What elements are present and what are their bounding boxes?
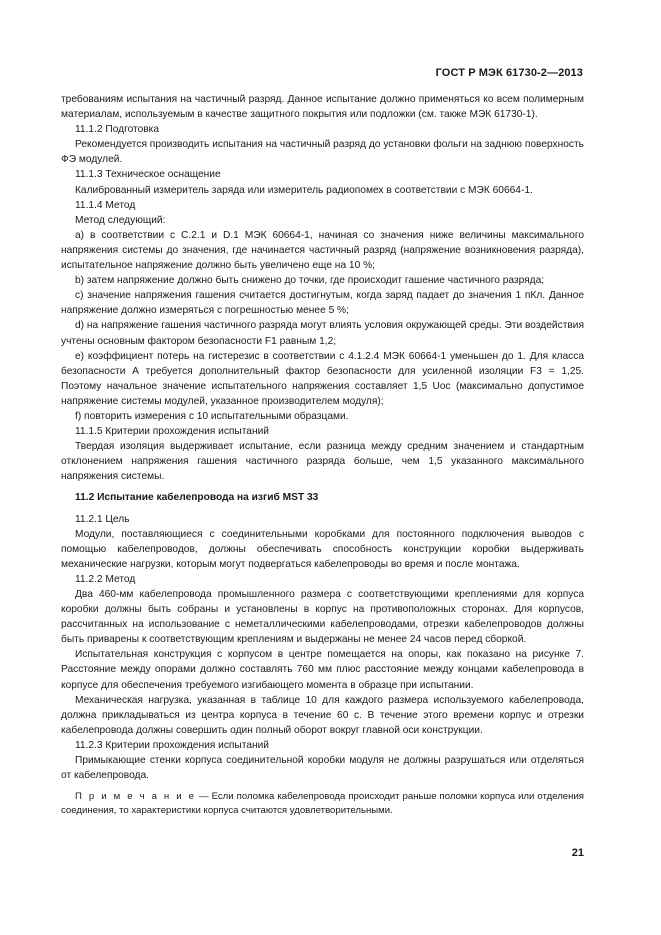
section-heading-11-2-3: 11.2.3 Критерии прохождения испытаний: [75, 739, 269, 751]
section-heading-11-2-1: 11.2.1 Цель: [75, 513, 130, 525]
page-number: 21: [571, 847, 584, 859]
paragraph-criteria-conduit: Примыкающие стенки корпуса соединительной коробки модуля не должны разрушаться или отделяться от кабелепровода.: [61, 755, 584, 782]
paragraph-criteria-insulation: Твердая изоляция выдерживает испытание, если разница между средним значением и стандартным отклонением напряжения гашения частичного разряда больше, чем 1,5 указанного максимального напряжения системы.: [61, 441, 584, 483]
list-item-d: d) на напряжение гашения частичного разряда могут влиять условия окружающей среды. Эти воздействия учтены основным фактором безопасности F1 равным 1,2;: [61, 320, 584, 347]
section-heading-11-1-2: 11.1.2 Подготовка: [75, 124, 160, 136]
paragraph-method-2: Испытательная конструкция с корпусом в центре помещается на опоры, как показано на рисунке 7. Расстояние между опорами должно составлять 760 мм плюс расстояние между концами кабелепровода в корпусе для обеспечения требуемого изгибающего момента в образце при испытании.: [61, 649, 584, 691]
section-heading-11-1-5: 11.1.5 Критерии прохождения испытаний: [75, 426, 269, 438]
paragraph-method-3: Механическая нагрузка, указанная в таблице 10 для каждого размера используемого кабелепровода, должна прикладываться из центра корпуса в течение 60 с. В течение этого времени корпус и отрезки кабелепровода должны совершить один полный оборот вокруг главной оси конструкции.: [61, 694, 584, 736]
paragraph-equipment: Калиброванный измеритель заряда или измеритель радиопомех в соответствии с МЭК 60664-1.: [75, 184, 533, 196]
section-heading-11-2: 11.2 Испытание кабелепровода на изгиб MST 33: [75, 492, 319, 504]
section-heading-11-1-3: 11.1.3 Техническое оснащение: [75, 169, 221, 181]
paragraph-method-1: Два 460-мм кабелепровода промышленного размера с соответствующими креплениями для корпуса коробки должны быть собраны и установлены в корпус на противоположных сторонах. Для корпусов, рассчитанных на использование с неметаллическими кабелепроводами, отрезки кабелепроводов должны быть приварены к соответствующим креплениям и выдержаны не менее 24 часов перед сборкой.: [61, 589, 584, 646]
list-item-f: f) повторить измерения с 10 испытательными образцами.: [75, 410, 349, 422]
note: [61, 790, 584, 818]
list-item-e: е) коэффициент потерь на гистерезис в соответствии с 4.1.2.4 МЭК 60664-1 уменьшен до 1. Для класса безопасности А требуется дополнительный фактор безопасности для усиленной изоляции F3 = 1,25. Поэтому начальное значение испытательного напряжения составляет 1,5 Uoc (максимально допустимое напряжение системы модулей, указанное производителем модуля);: [61, 350, 584, 407]
list-item-a: а) в соответствии с C.2.1 и D.1 МЭК 60664-1, начиная со значения ниже величины максимального напряжения системы до значения, где начинается частичный разряд (напряжение возникновения разряда), испытательное напряжение должно быть увеличено еще на 10 %;: [61, 229, 584, 272]
list-item-c: с) значение напряжения гашения считается достигнутым, когда заряд падает до значения 1 пКл. Данное напряжение должно измеряться с погрешностью менее 5 %;: [61, 290, 584, 317]
document-body: [61, 92, 584, 818]
paragraph-method-intro: Метод следующий:: [75, 214, 166, 226]
paragraph-continuation: требованиям испытания на частичный разряд. Данное испытание должно применяться ко всем полимерным материалам, используемым в качестве защитного покрытия или подложки (см. также МЭК 61730-1).: [61, 94, 584, 121]
paragraph-preparation: Рекомендуется производить испытания на частичный разряд до установки фольги на заднюю поверхность ФЭ модулей.: [61, 139, 584, 166]
note-text: — Если поломка кабелепровода происходит раньше поломки корпуса или отделения соединения, то характеристики корпуса считаются удовлетворительными.: [61, 791, 584, 817]
paragraph-purpose: Модули, поставляющиеся с соединительными коробками для постоянного подключения выводов с помощью кабелепроводов, должны обеспечивать способность конструкции коробки выдерживать механические нагрузки, которым могут подвергаться кабелепроводы во время и после монтажа.: [61, 528, 584, 570]
section-heading-11-1-4: 11.1.4 Метод: [75, 199, 136, 211]
section-heading-11-2-2: 11.2.2 Метод: [75, 573, 136, 585]
document-header: ГОСТ Р МЭК 61730-2—2013: [435, 67, 583, 79]
list-item-b: b) затем напряжение должно быть снижено до точки, где происходит гашение частичного разряда;: [75, 275, 545, 287]
note-label: П р и м е ч а н и е: [75, 791, 196, 803]
